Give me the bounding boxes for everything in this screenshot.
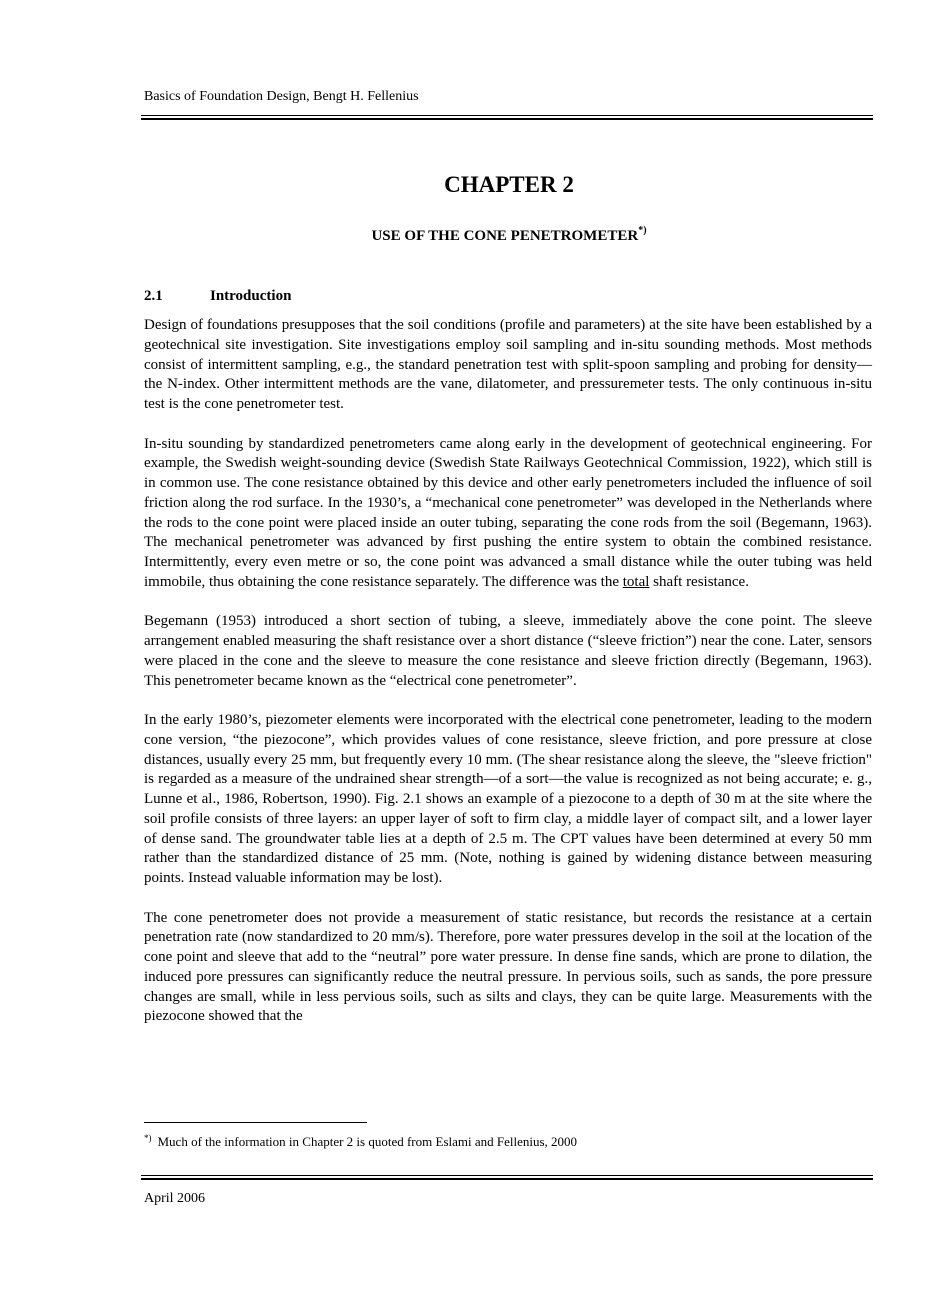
paragraph-2-text-b: shaft resistance. (649, 573, 749, 590)
header-rule (141, 115, 873, 120)
paragraph-4: In the early 1980’s, piezometer elements were incorporated with the electrical cone penetrometer, leading to the modern cone version, “the piezocone”, which provides values of cone resistance, sleeve friction, and pore pressure at close distances, usually every 25 mm, but frequently every 10 mm. (The shear resistance along the sleeve, the "sleeve friction" is regarded as a measure of the undrained shear strength—of a sort—the value is recognized as not being accurate; e. g., Lunne et al., 1986, Robertson, 1990). Fig. 2.1 shows an example of a piezocone to a depth of 30 m at the site where the soil profile consists of three layers: an upper layer of soft to firm clay, a middle layer of compact silt, and a lower layer of dense sand. The groundwater table lies at a depth of 2.5 m. The CPT values have been determined at every 50 mm rather than the standardized distance of 25 mm. (Note, nothing is gained by widening distance between measuring points. Instead valuable information may be lost). (144, 712, 872, 886)
footer-date: April 2006 (144, 1191, 206, 1206)
footnote-text: Much of the information in Chapter 2 is quoted from Eslami and Fellenius, 2000 (157, 1134, 578, 1149)
chapter-subtitle (144, 225, 874, 245)
chapter-title: CHAPTER 2 (444, 172, 574, 197)
paragraph-2-text-a: In-situ sounding by standardized penetrometers came along early in the development of geotechnical engineering. For example, the Swedish weight-sounding device (Swedish State Railways Geotechnical Commission, 1922), which still is in common use. The cone resistance obtained by this device and other early penetrometers included the influence of soil friction along the rod surface. In the 1930’s, a “mechanical cone penetrometer” was developed in the Netherlands where the rods to the cone point were placed inside an outer tubing, separating the cone rods from the soil (Begemann, 1963). The mechanical penetrometer was advanced by first pushing the entire system to obtain the combined resistance. Intermittently, every even metre or so, the cone point was advanced a small distance while the outer tubing was held immobile, thus obtaining the cone resistance separately. The difference was the (144, 435, 872, 590)
footnote-rule (144, 1122, 367, 1123)
paragraph-1: Design of foundations presupposes that the soil conditions (profile and parameters) at the site have been established by a geotechnical site investigation. Site investigations employ soil sampling and in-situ sounding methods. Most methods consist of intermittent sampling, e.g., the standard penetration test with split-spoon sampling and probing for density—the N-index. Other intermittent methods are the vane, dilatometer, and pressuremeter tests. The only continuous in-situ test is the cone penetrometer test. (144, 317, 872, 412)
running-header: Basics of Foundation Design, Bengt H. Fellenius (144, 89, 419, 104)
footnote-mark: *) (144, 1133, 152, 1143)
section-heading (144, 288, 291, 305)
footnote-reference: *) (638, 225, 647, 236)
section-title: Introduction (210, 288, 292, 304)
paragraph-5: The cone penetrometer does not provide a measurement of static resistance, but records the resistance at a certain penetration rate (now standardized to 20 mm/s). Therefore, pore water pressures develop in the soil at the location of the cone point and sleeve that add to the “neutral” pore water pressure. In dense fine sands, which are prone to dilation, the induced pore pressures can significantly reduce the neutral pressure. In pervious soils, such as sands, the pore pressure changes are small, while in less pervious soils, such as silts and clays, they can be quite large. Measurements with the piezocone showed that the (144, 909, 872, 1025)
paragraph-3: Begemann (1953) introduced a short section of tubing, a sleeve, immediately above the cone point. The sleeve arrangement enabled measuring the shaft resistance over a short distance (“sleeve friction”) near the cone. Later, sensors were placed in the cone and the sleeve to measure the cone resistance and sleeve friction directly (Begemann, 1963). This penetrometer became known as the “electrical cone penetrometer”. (144, 613, 872, 689)
body-text (144, 316, 872, 1027)
underlined-word: total (622, 573, 650, 590)
footnote (144, 1134, 577, 1150)
chapter-subtitle-text: USE OF THE CONE PENETROMETER (371, 228, 639, 244)
section-number: 2.1 (144, 288, 163, 304)
footer-rule (141, 1175, 873, 1180)
paragraph-2 (144, 435, 872, 593)
